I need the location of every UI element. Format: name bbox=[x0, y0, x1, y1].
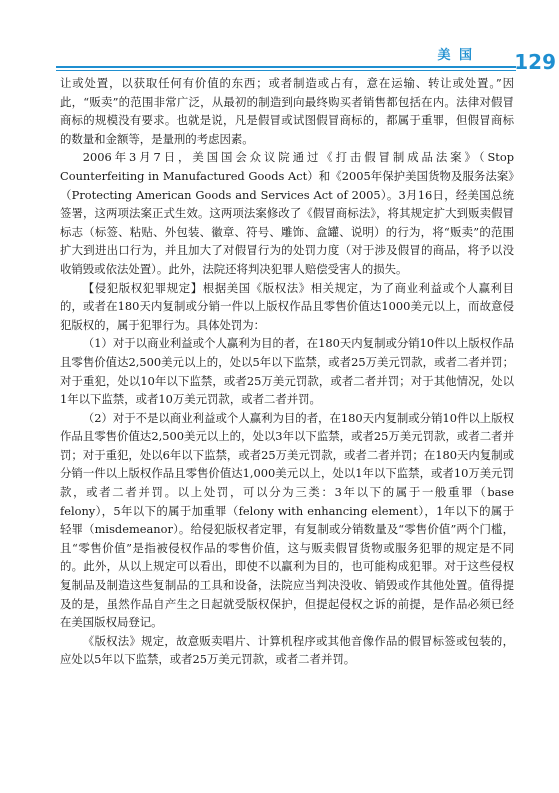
page-number: 129 bbox=[514, 50, 556, 74]
paragraph-commercial-penalties: （1）对于以商业利益或个人赢利为目的者，在180天内复制或分销10件以上版权作品且零售价值达2,500美元以上的，处以5年以下监禁，或者25万美元罚款，或者二者并罚；对于重犯，处以10年以下监禁，或者25万美元罚款，或者二者并罚；对于其他情况，处以1年以下监禁，或者10万美元罚款，或者二者并罚。 bbox=[60, 336, 514, 407]
header-rule bbox=[56, 66, 516, 68]
paragraph-noncommercial-penalties: （2）对于不是以商业利益或个人赢利为目的者，在180天内复制或分销10件以上版权作品且零售价值达2,500美元以上的，处以3年以下监禁，或者25万美元罚款，或者二者并罚；对于重犯，处以6年以下监禁，或者25万美元罚款，或者二者并罚；在180天内复制或分销一件以上版权作品且零售价值达1,000美元以上，处以1年以下监禁，或者10万美元罚款，或者二者并罚。以上处罚，可以分为三类：3年以下的属于一般重罪（base felony），5年以下的属于加重罪（felony with enhancing element），1年以下的属于轻罪（misdemeanor）。给侵犯版权者定罪，有复制或分销数量及“零售价值”两个门槛，且“零售价值”是指被侵权作品的零售价值，这与贩卖假冒货物或服务犯罪的规定是不同的。此外，从以上规定可以看出，即使不以赢利为目的，也可能构成犯罪。对于这些侵权复制品及制造这些复制品的工具和设备，法院应当判决没收、销毁或作其他处置。值得提及的是，虽然作品自产生之日起就受版权保护，但提起侵权之诉的前提，是作品必须已经在美国版权局登记。 bbox=[60, 410, 514, 630]
paragraph-counterfeit-labels: 《版权法》规定，故意贩卖唱片、计算机程序或其他音像作品的假冒标签或包装的，应处以5年以下监禁，或者25万美元罚款，或者二者并罚。 bbox=[60, 633, 514, 667]
body-text bbox=[60, 74, 514, 669]
running-header-section: 美 国 bbox=[437, 48, 474, 63]
paragraph-copyright-crime: 【侵犯版权犯罪规定】根据美国《版权法》相关规定，为了商业利益或个人赢利目的，或者在180天内复制或分销一件以上版权作品且零售价值达1000美元以上，而故意侵犯版权的，属于犯罪行为。具体处罚为： bbox=[60, 280, 514, 332]
paragraph-2006-acts: 2006年3月7日，美国国会众议院通过《打击假冒制成品法案》（Stop Counterfeiting in Manufactured Goods Act）和《2005年保护美国货物及服务法案》（Protecting American Goods and Services Act of 2005）。3月16日，经美国总统签署，这两项法案正式生效。这两项法案修改了《假冒商标法》，将其规定扩大到贩卖假冒标志（标签、粘贴、外包装、徽章、符号、雕饰、盒罐、说明）的行为，将“贩卖”的范围扩大到进出口行为，并且加大了对假冒行为的处罚力度（对于涉及假冒的商品，将予以没收销毁或依法处置）。此外，法院还将判决犯罪人赔偿受害人的损失。 bbox=[60, 150, 514, 276]
header-rule-thin bbox=[56, 70, 516, 71]
paragraph-continuation: 让或处置，以获取任何有价值的东西；或者制造或占有，意在运输、转让或处置。”因此，“贩卖”的范围非常广泛，从最初的制造到向最终购买者销售都包括在内。法律对假冒商标的规模没有要求。也就是说，凡是假冒或试图假冒商标的，都属于重罪，但假冒商标的数量和金额等，是量刑的考虑因素。 bbox=[60, 76, 514, 146]
page-header bbox=[56, 40, 556, 74]
